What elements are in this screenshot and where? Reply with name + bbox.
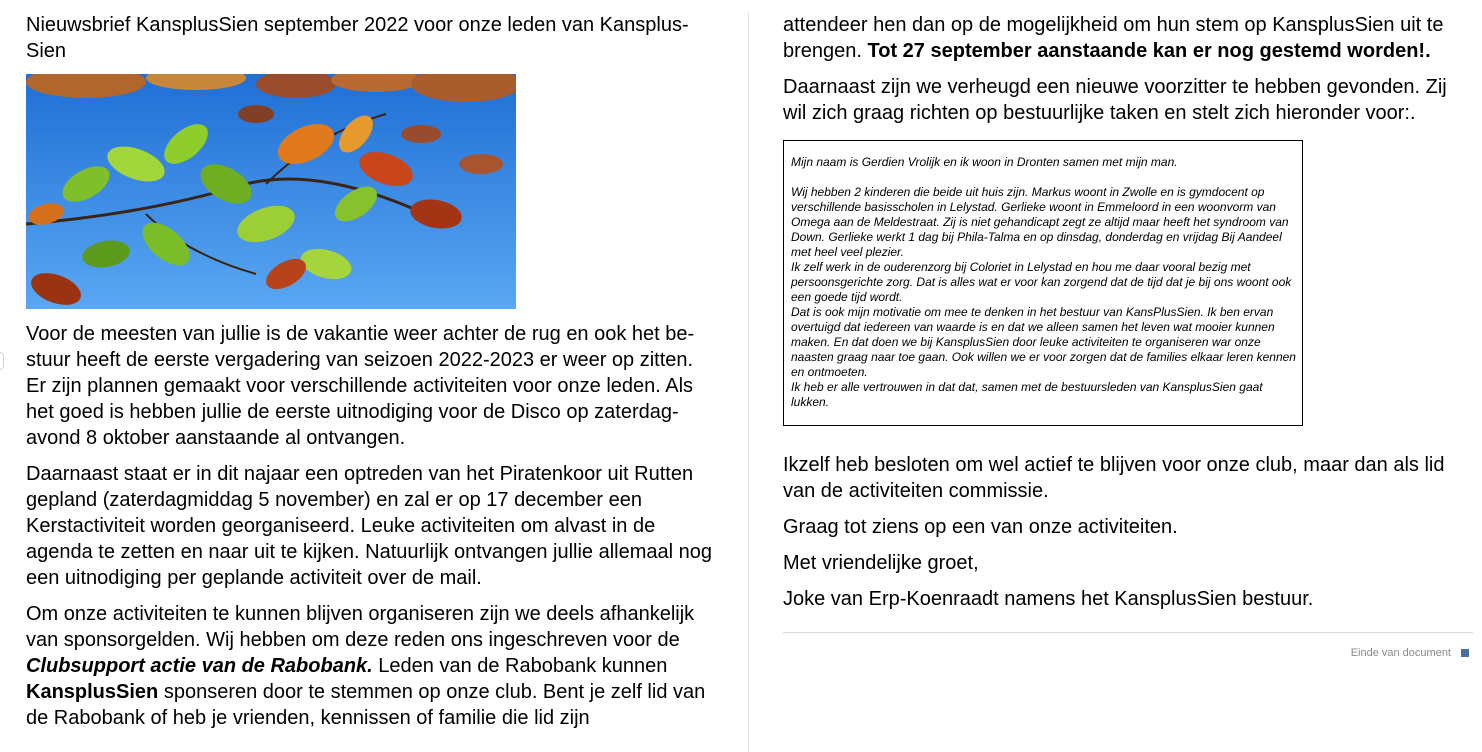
end-of-document bbox=[783, 647, 1469, 659]
chair-intro-line-3: Ik zelf werk in de ouderenzorg bij Coloriet in Lelystad en hou me daar vooral bezig met persoonsgerichte zorg. Dat is alles wat er voor kan zorgend dat de tijd dat je bij ons woont ook een goede tijd wordt. bbox=[791, 260, 1292, 304]
column-divider bbox=[748, 12, 749, 752]
left-column bbox=[26, 12, 716, 741]
sponsor-paragraph bbox=[26, 601, 716, 731]
intro-paragraph: Voor de meesten van jullie is de vakantie weer achter de rug en ook het be-stuur heeft de eerste vergadering van seizoen 2022-2023 er weer op zitten. Er zijn plannen gemaakt voor verschillende activiteiten voor onze leden. Als het goed is hebben jullie de eerste uitnodiging voor de Disco op zaterdag-avond 8 oktober aanstaande al ontvangen. bbox=[26, 323, 695, 449]
sponsor-text-3: sponseren door te stemmen op onze club. Bent je zelf lid van de Rabobank of heb je vrienden, kennissen of familie die lid zijn bbox=[26, 681, 706, 729]
greeting: Met vriendelijke groet, bbox=[783, 552, 979, 574]
vote-paragraph bbox=[783, 12, 1473, 64]
vote-text: attendeer hen dan op de mogelijkheid om hun stem op KansplusSien uit te brengen. bbox=[783, 14, 1444, 62]
autumn-leaves-image bbox=[26, 74, 516, 309]
chair-introduction-box bbox=[783, 140, 1303, 426]
self-paragraph: Ikzelf heb besloten om wel actief te blijven voor onze club, maar dan als lid van de activiteiten commissie. bbox=[783, 454, 1445, 502]
right-column bbox=[783, 12, 1473, 659]
sponsor-text-2: Leden van de Rabobank kunnen bbox=[372, 655, 668, 677]
newsletter-title: Nieuwsbrief KansplusSien september 2022 voor onze leden van Kansplus-Sien bbox=[26, 14, 689, 62]
end-of-document-line bbox=[783, 632, 1473, 633]
chair-intro-line-4: Dat is ook mijn motivatie om mee te denken in het bestuur van KansPlusSien. Ik ben ervan overtuigd dat iedereen van waarde is en dat we alleen samen het leven wat mooier kunnen maken. En dat doen we bij KansplusSien door leuke activiteiten te organiseren war onze naasten graag naar toe gaan. Ook willen we er voor zorgen dat de families elkaar leren kennen en ontmoeten. bbox=[791, 305, 1296, 379]
activities-paragraph: Daarnaast staat er in dit najaar een optreden van het Piratenkoor uit Rutten gepland (zaterdagmiddag 5 november) en zal er op 17 december een Kerstactiviteit worden georganiseerd. Leuke activiteiten om alvast in de agenda te zetten en naar uit te kijken. Natuurlijk ontvangen jullie allemaal nog een uitnodiging per geplande activiteit over de mail. bbox=[26, 463, 712, 589]
see-you-paragraph: Graag tot ziens op een van onze activiteiten. bbox=[783, 516, 1178, 538]
sponsor-text-1: Om onze activiteiten te kunnen blijven organiseren zijn we deels afhankelijk van sponsorgelden. Wij hebben om deze reden ons ingeschreven voor de bbox=[26, 603, 695, 651]
clubsupport-emphasis: Clubsupport actie van de Rabobank. bbox=[26, 655, 373, 677]
end-marker-icon bbox=[1461, 649, 1469, 657]
chair-intro-line-1: Mijn naam is Gerdien Vrolijk en ik woon in Dronten samen met mijn man. bbox=[791, 155, 1178, 169]
chair-paragraph: Daarnaast zijn we verheugd een nieuwe voorzitter te hebben gevonden. Zij wil zich graag richten op bestuurlijke taken en stelt zich hieronder voor:. bbox=[783, 76, 1447, 124]
signature: Joke van Erp-Koenraadt namens het KansplusSien bestuur. bbox=[783, 588, 1314, 610]
chair-intro-line-5: Ik heb er alle vertrouwen in dat dat, samen met de bestuursleden van KansplusSien gaat lukken. bbox=[791, 380, 1263, 409]
end-of-document-label: Einde van document bbox=[1350, 647, 1451, 659]
club-name-bold: KansplusSien bbox=[26, 681, 159, 703]
vote-deadline: Tot 27 september aanstaande kan er nog gestemd worden!. bbox=[867, 40, 1431, 62]
page-edge-marker bbox=[0, 352, 4, 370]
chair-intro-line-2: Wij hebben 2 kinderen die beide uit huis zijn. Markus woont in Zwolle en is gymdocent op verschillende basisscholen in Lelystad. Gerlieke woont in Emmeloord in een woonvorm van Omega aan de Meldestraat. Zij is niet gehandicapt zegt ze altijd maar heeft het syndroom van Down. Gerlieke werkt 1 dag bij Phila-Talma en op dinsdag, donderdag en vrijdag Bij Aandeel met heel veel plezier. bbox=[791, 185, 1289, 259]
